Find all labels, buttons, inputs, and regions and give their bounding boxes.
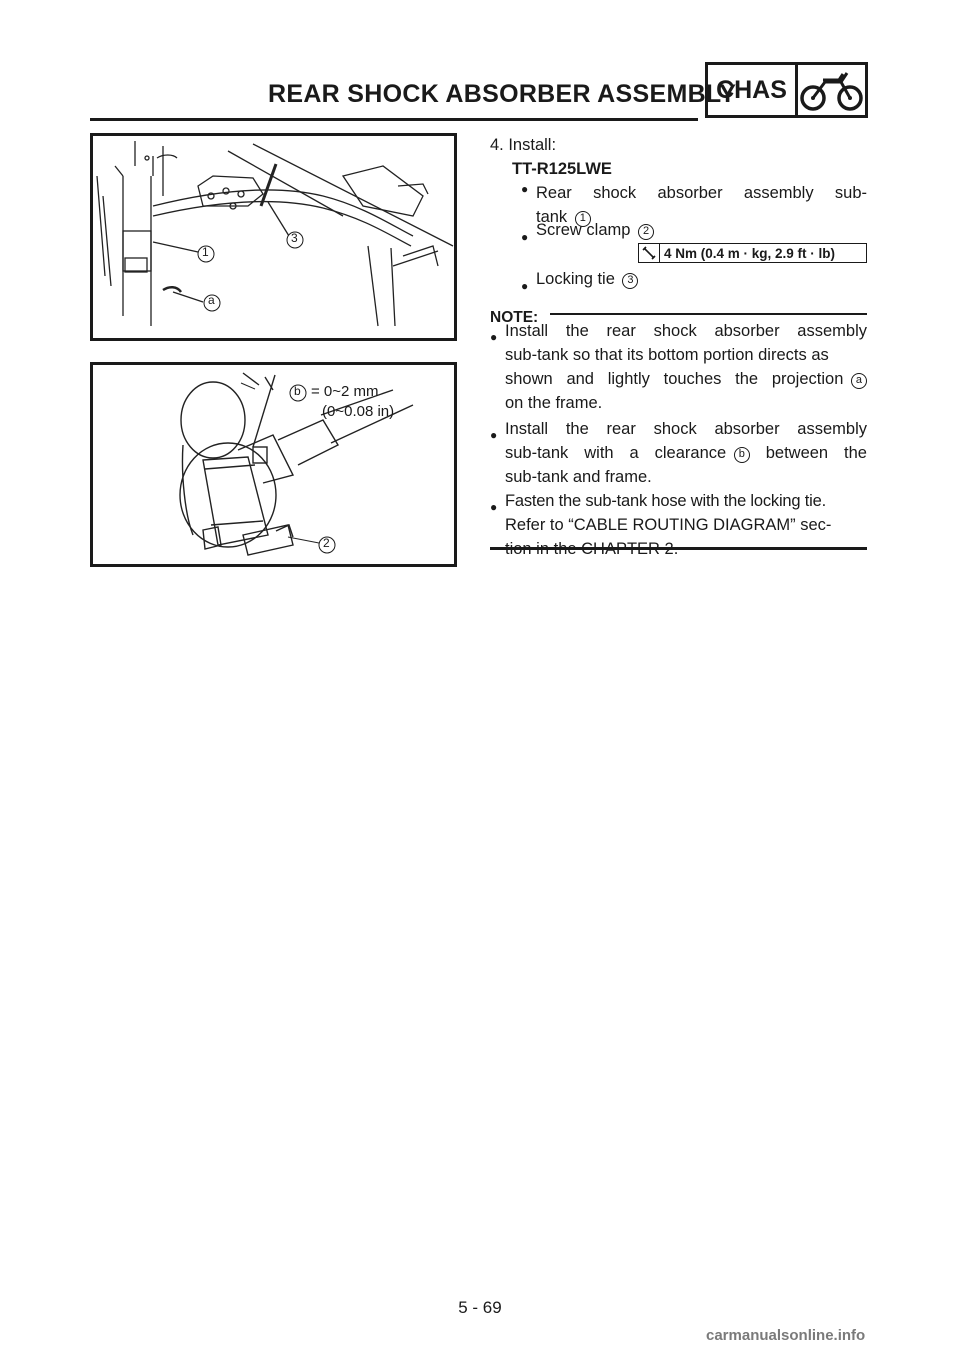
bullet-icon: ● [521, 279, 529, 293]
note-top-rule [550, 313, 867, 315]
figure1-callout-a: a [208, 293, 215, 307]
bullet-icon: ● [490, 428, 498, 442]
word: Install [505, 322, 549, 340]
note-item-1-line1 [505, 319, 867, 343]
clearance-in-label: (0~0.08 in) [322, 403, 395, 420]
figure1-callout-3: 3 [291, 231, 298, 245]
note-item-3-line1: Fasten the sub-tank hose with the locking tie. [505, 492, 826, 510]
note-item-2-line3: sub-tank and frame. [505, 468, 652, 486]
word: shock [653, 420, 697, 438]
note-item-2-line2 [505, 441, 867, 465]
word: and [566, 370, 594, 388]
bullet-icon: ● [521, 182, 529, 196]
note-item-2-line1 [505, 417, 867, 441]
install-item-screw-clamp [536, 218, 654, 242]
note-label: NOTE: [490, 309, 539, 326]
word: absorber [714, 322, 780, 340]
note-item-1-line2: sub-tank so that its bottom portion directs as [505, 346, 829, 364]
figure-subtank-installation [90, 133, 457, 341]
install-item-screw-clamp-text: Screw clamp [536, 221, 631, 239]
model-name: TT-R125LWE [512, 160, 612, 178]
page-number: 5 - 69 [458, 1298, 502, 1317]
figure1-callout-1: 1 [202, 245, 209, 259]
note-item-1-line3 [505, 367, 867, 391]
bullet-icon: ● [521, 230, 529, 244]
word: the [565, 322, 589, 340]
word: assembly [797, 420, 867, 438]
word: the [735, 370, 759, 388]
word: assembly [797, 322, 867, 340]
word: rear [606, 420, 636, 438]
note-bottom-rule [490, 547, 867, 550]
torque-value: 4 Nm (0.4 m · kg, 2.9 ft · lb) [664, 245, 836, 261]
word-with-callout [655, 441, 750, 465]
word: the [565, 420, 589, 438]
figure2-callout-b: b [294, 384, 301, 398]
word: a [629, 444, 639, 462]
figure2-callout-2: 2 [323, 536, 330, 550]
figure-subtank-clearance [90, 362, 457, 567]
note-item-3 [505, 489, 867, 561]
note-item-1-line4: on the frame. [505, 394, 603, 412]
word: between [765, 444, 829, 462]
callout-3: 3 [622, 273, 638, 289]
page-title: REAR SHOCK ABSORBER ASSEMBLY [268, 80, 737, 108]
word: projection [771, 370, 844, 388]
section-code: CHAS [708, 65, 798, 115]
word: clearance [654, 444, 727, 462]
word-with-callout [772, 367, 867, 391]
clearance-mm-label: = 0~2 mm [311, 383, 379, 400]
word: shock [653, 322, 697, 340]
word: with [584, 444, 614, 462]
watermark: carmanualsonline.info [706, 1327, 866, 1344]
note-item-1 [505, 319, 867, 415]
install-item-subtank-text: tank [536, 208, 568, 226]
motorcycle-icon [798, 65, 865, 115]
note-item-2 [505, 417, 867, 489]
callout-b: b [734, 447, 750, 463]
step-number-label: 4. Install: [490, 136, 557, 154]
word: touches [663, 370, 722, 388]
word: absorber [714, 420, 780, 438]
word: shown [505, 370, 553, 388]
word: rear [606, 322, 636, 340]
callout-2: 2 [638, 224, 654, 240]
bullet-icon: ● [490, 330, 498, 344]
install-item-locking-tie-text: Locking tie [536, 270, 615, 288]
word: sub-tank [505, 444, 569, 462]
word: the [844, 444, 867, 462]
header-rule [90, 118, 698, 121]
callout-1: 1 [575, 211, 591, 227]
install-item-subtank-line1: Rear shock absorber assembly sub- [536, 184, 867, 202]
word: lightly [607, 370, 650, 388]
note-item-3-line2: Refer to “CABLE ROUTING DIAGRAM” sec- [505, 516, 832, 534]
install-item-locking-tie [536, 267, 638, 291]
torque-spec [638, 243, 867, 263]
section-tab [705, 62, 868, 118]
callout-a: a [851, 373, 867, 389]
bullet-icon: ● [490, 500, 498, 514]
wrench-icon [639, 244, 660, 262]
word: Install [505, 420, 549, 438]
